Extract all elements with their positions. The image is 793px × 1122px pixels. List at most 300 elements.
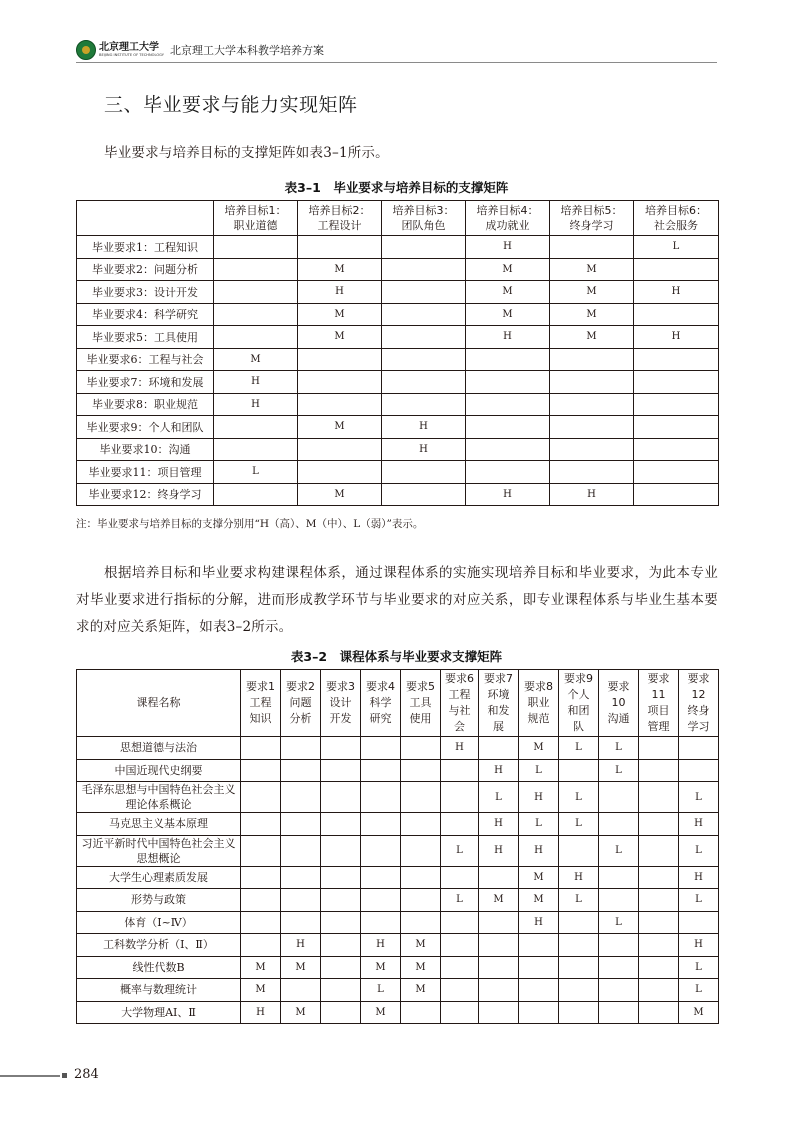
support-level-cell: M bbox=[361, 956, 401, 979]
support-level-cell bbox=[361, 813, 401, 836]
logo-english-name: BEIJING INSTITUTE OF TECHNOLOGY bbox=[99, 52, 164, 57]
page-header bbox=[76, 39, 324, 61]
support-level-cell bbox=[214, 258, 298, 281]
support-level-cell bbox=[321, 835, 361, 866]
requirement-label: 毕业要求10：沟通 bbox=[77, 438, 214, 461]
objective-number: 培养目标3： bbox=[392, 204, 455, 217]
requirement-label: 毕业要求11：项目管理 bbox=[77, 461, 214, 484]
support-level-cell bbox=[550, 371, 634, 394]
support-level-cell: H bbox=[479, 813, 519, 836]
support-level-cell bbox=[550, 348, 634, 371]
objective-number: 培养目标5： bbox=[560, 204, 623, 217]
support-level-cell bbox=[361, 782, 401, 813]
table1-objective-header bbox=[550, 201, 634, 236]
requirement-header-line: 12 bbox=[691, 688, 706, 701]
table-row bbox=[77, 258, 719, 281]
support-level-cell bbox=[241, 737, 281, 760]
support-level-cell bbox=[382, 326, 466, 349]
support-level-cell bbox=[241, 889, 281, 912]
table1-objective-header bbox=[382, 201, 466, 236]
table-row bbox=[77, 835, 719, 866]
support-level-cell bbox=[479, 956, 519, 979]
support-level-cell bbox=[321, 759, 361, 782]
support-level-cell bbox=[679, 759, 719, 782]
footer-marker-icon bbox=[62, 1073, 67, 1078]
support-level-cell bbox=[214, 438, 298, 461]
table-row bbox=[77, 759, 719, 782]
support-level-cell bbox=[466, 416, 550, 439]
requirement-header-line: 研究 bbox=[369, 712, 392, 725]
support-level-cell: M bbox=[214, 348, 298, 371]
intro-paragraph: 毕业要求与培养目标的支撑矩阵如表3–1所示。 bbox=[104, 145, 389, 161]
support-level-cell bbox=[382, 281, 466, 304]
requirement-header-line: 知识 bbox=[249, 712, 272, 725]
requirement-label: 毕业要求1：工程知识 bbox=[77, 236, 214, 259]
requirement-label: 毕业要求12：终身学习 bbox=[77, 483, 214, 506]
requirement-header bbox=[679, 670, 719, 737]
table-row bbox=[77, 934, 719, 957]
requirement-header bbox=[639, 670, 679, 737]
requirement-header-line: 要求9 bbox=[564, 672, 593, 685]
requirement-label: 毕业要求4：科学研究 bbox=[77, 303, 214, 326]
requirement-header-line: 规范 bbox=[527, 712, 550, 725]
support-level-cell bbox=[321, 889, 361, 912]
support-level-cell bbox=[639, 759, 679, 782]
support-level-cell bbox=[241, 759, 281, 782]
support-level-cell: M bbox=[519, 889, 559, 912]
requirement-header-line: 要求2 bbox=[286, 680, 315, 693]
support-level-cell bbox=[599, 782, 639, 813]
support-level-cell: H bbox=[241, 1001, 281, 1024]
support-level-cell bbox=[634, 438, 719, 461]
table2-caption: 表3–2 课程体系与毕业要求支撑矩阵 bbox=[290, 649, 503, 664]
requirement-header-line: 设计 bbox=[329, 696, 352, 709]
support-level-cell bbox=[401, 889, 441, 912]
support-level-cell bbox=[401, 759, 441, 782]
support-level-cell bbox=[550, 438, 634, 461]
support-level-cell bbox=[466, 393, 550, 416]
requirement-header-line: 和发 bbox=[487, 704, 510, 717]
support-level-cell bbox=[599, 889, 639, 912]
support-level-cell: H bbox=[466, 236, 550, 259]
course-name: 毛泽东思想与中国特色社会主义理论体系概论 bbox=[77, 782, 241, 813]
support-level-cell bbox=[634, 416, 719, 439]
support-level-cell: L bbox=[559, 737, 599, 760]
requirement-header-line: 管理 bbox=[647, 720, 670, 733]
table1-objective-header bbox=[214, 201, 298, 236]
requirement-header-line: 沟通 bbox=[607, 712, 630, 725]
support-level-cell bbox=[241, 813, 281, 836]
requirement-header bbox=[479, 670, 519, 737]
course-name: 形势与政策 bbox=[77, 889, 241, 912]
support-level-cell bbox=[382, 348, 466, 371]
course-name-header: 课程名称 bbox=[77, 670, 241, 737]
requirement-header-line: 终身 bbox=[687, 704, 710, 717]
support-level-cell bbox=[559, 1001, 599, 1024]
support-level-cell bbox=[550, 393, 634, 416]
support-level-cell bbox=[298, 461, 382, 484]
support-level-cell bbox=[281, 737, 321, 760]
requirement-header-line: 要求 bbox=[647, 672, 670, 685]
support-level-cell bbox=[214, 326, 298, 349]
support-level-cell bbox=[321, 813, 361, 836]
support-level-cell bbox=[214, 236, 298, 259]
support-level-cell: H bbox=[634, 326, 719, 349]
requirement-header-line: 分析 bbox=[289, 712, 312, 725]
support-level-cell: L bbox=[599, 911, 639, 934]
table1-header-row bbox=[77, 201, 719, 236]
support-level-cell bbox=[382, 483, 466, 506]
requirement-header-line: 项目 bbox=[647, 704, 670, 717]
course-name: 大学生心理素质发展 bbox=[77, 866, 241, 889]
course-name: 马克思主义基本原理 bbox=[77, 813, 241, 836]
support-level-cell: M bbox=[241, 979, 281, 1002]
support-level-cell bbox=[441, 1001, 479, 1024]
support-level-cell bbox=[321, 934, 361, 957]
requirement-header bbox=[401, 670, 441, 737]
support-level-cell: H bbox=[519, 911, 559, 934]
course-requirements-matrix bbox=[76, 669, 719, 1024]
support-level-cell bbox=[599, 934, 639, 957]
support-level-cell bbox=[559, 956, 599, 979]
support-level-cell bbox=[441, 934, 479, 957]
support-level-cell bbox=[321, 866, 361, 889]
support-level-cell bbox=[401, 782, 441, 813]
support-level-cell: M bbox=[466, 281, 550, 304]
support-level-cell bbox=[361, 911, 401, 934]
support-level-cell: M bbox=[679, 1001, 719, 1024]
support-level-cell bbox=[634, 258, 719, 281]
support-level-cell bbox=[466, 438, 550, 461]
requirement-header-line: 和团 bbox=[567, 704, 590, 717]
support-level-cell bbox=[382, 371, 466, 394]
support-level-cell bbox=[679, 911, 719, 934]
table-row bbox=[77, 483, 719, 506]
support-level-cell bbox=[639, 934, 679, 957]
course-name: 工科数学分析（Ⅰ、Ⅱ） bbox=[77, 934, 241, 957]
requirement-header-line: 要求1 bbox=[246, 680, 275, 693]
support-level-cell: H bbox=[679, 866, 719, 889]
support-level-cell bbox=[479, 934, 519, 957]
support-level-cell: H bbox=[441, 737, 479, 760]
support-level-cell: M bbox=[401, 934, 441, 957]
requirement-header bbox=[599, 670, 639, 737]
support-level-cell: L bbox=[679, 979, 719, 1002]
support-level-cell: M bbox=[298, 483, 382, 506]
support-level-cell bbox=[401, 1001, 441, 1024]
requirement-header-line: 职业 bbox=[527, 696, 550, 709]
course-name: 大学物理AⅠ、Ⅱ bbox=[77, 1001, 241, 1024]
table-row bbox=[77, 236, 719, 259]
requirement-header-line: 环境 bbox=[487, 688, 510, 701]
support-level-cell bbox=[559, 911, 599, 934]
support-level-cell: L bbox=[441, 889, 479, 912]
table-row bbox=[77, 303, 719, 326]
support-level-cell bbox=[401, 911, 441, 934]
table1-note: 注：毕业要求与培养目标的支撑分别用“H（高）、M（中）、L（弱）”表示。 bbox=[76, 518, 424, 530]
support-level-cell: L bbox=[634, 236, 719, 259]
support-level-cell bbox=[634, 371, 719, 394]
table-row bbox=[77, 1001, 719, 1024]
support-level-cell bbox=[361, 835, 401, 866]
objective-name: 成功就业 bbox=[485, 219, 530, 232]
support-level-cell bbox=[321, 1001, 361, 1024]
requirement-label: 毕业要求8：职业规范 bbox=[77, 393, 214, 416]
support-level-cell bbox=[479, 866, 519, 889]
course-name: 体育（Ⅰ~Ⅳ） bbox=[77, 911, 241, 934]
requirement-header bbox=[519, 670, 559, 737]
requirement-header-line: 要求 bbox=[607, 680, 630, 693]
support-level-cell bbox=[241, 866, 281, 889]
support-level-cell: M bbox=[479, 889, 519, 912]
support-level-cell: H bbox=[214, 371, 298, 394]
requirement-header-line: 开发 bbox=[329, 712, 352, 725]
support-level-cell bbox=[634, 461, 719, 484]
support-level-cell: L bbox=[559, 782, 599, 813]
support-level-cell: M bbox=[298, 258, 382, 281]
support-level-cell bbox=[281, 813, 321, 836]
support-level-cell: H bbox=[679, 934, 719, 957]
requirement-header-line: 学习 bbox=[687, 720, 710, 733]
support-level-cell: L bbox=[479, 782, 519, 813]
support-level-cell bbox=[639, 866, 679, 889]
requirement-header-line: 要求6 bbox=[445, 672, 474, 685]
support-level-cell bbox=[281, 911, 321, 934]
support-level-cell: L bbox=[559, 813, 599, 836]
support-level-cell bbox=[241, 911, 281, 934]
support-level-cell bbox=[559, 835, 599, 866]
support-level-cell bbox=[321, 782, 361, 813]
requirement-header-line: 与社 bbox=[448, 704, 471, 717]
support-level-cell bbox=[519, 1001, 559, 1024]
support-level-cell bbox=[281, 866, 321, 889]
support-level-cell: M bbox=[550, 281, 634, 304]
table-row bbox=[77, 461, 719, 484]
support-level-cell bbox=[634, 483, 719, 506]
support-level-cell: H bbox=[466, 326, 550, 349]
requirement-label: 毕业要求9：个人和团队 bbox=[77, 416, 214, 439]
support-level-cell: L bbox=[559, 889, 599, 912]
support-level-cell: L bbox=[679, 956, 719, 979]
support-level-cell: H bbox=[559, 866, 599, 889]
support-level-cell bbox=[382, 393, 466, 416]
course-name: 概率与数理统计 bbox=[77, 979, 241, 1002]
support-level-cell: H bbox=[382, 416, 466, 439]
support-level-cell: M bbox=[281, 956, 321, 979]
support-level-cell bbox=[599, 1001, 639, 1024]
requirement-header-line: 10 bbox=[611, 696, 626, 709]
support-level-cell bbox=[634, 393, 719, 416]
requirement-header bbox=[281, 670, 321, 737]
support-level-cell bbox=[559, 934, 599, 957]
support-level-cell bbox=[639, 956, 679, 979]
course-name: 思想道德与法治 bbox=[77, 737, 241, 760]
objective-name: 职业道德 bbox=[233, 219, 278, 232]
support-level-cell bbox=[298, 236, 382, 259]
support-level-cell bbox=[321, 956, 361, 979]
support-level-cell: L bbox=[599, 737, 639, 760]
support-level-cell: M bbox=[298, 303, 382, 326]
table-row bbox=[77, 956, 719, 979]
support-level-cell bbox=[281, 889, 321, 912]
support-level-cell: L bbox=[679, 889, 719, 912]
support-level-cell bbox=[639, 835, 679, 866]
requirement-header-line: 工程 bbox=[249, 696, 272, 709]
support-level-cell bbox=[441, 782, 479, 813]
support-level-cell bbox=[639, 782, 679, 813]
header-title: 北京理工大学本科教学培养方案 bbox=[170, 44, 324, 57]
support-level-cell bbox=[241, 835, 281, 866]
support-level-cell bbox=[214, 281, 298, 304]
support-level-cell: H bbox=[466, 483, 550, 506]
header-divider bbox=[76, 62, 717, 63]
table-row bbox=[77, 438, 719, 461]
table-row bbox=[77, 889, 719, 912]
support-level-cell bbox=[441, 866, 479, 889]
requirement-header bbox=[361, 670, 401, 737]
support-level-cell bbox=[550, 236, 634, 259]
support-level-cell bbox=[639, 1001, 679, 1024]
support-level-cell bbox=[550, 416, 634, 439]
support-level-cell bbox=[479, 737, 519, 760]
table-row bbox=[77, 911, 719, 934]
table2-header-row bbox=[77, 670, 719, 737]
support-level-cell bbox=[466, 371, 550, 394]
objective-number: 培养目标6： bbox=[645, 204, 707, 217]
requirement-label: 毕业要求5：工具使用 bbox=[77, 326, 214, 349]
support-level-cell bbox=[639, 813, 679, 836]
support-level-cell bbox=[679, 737, 719, 760]
requirement-header bbox=[559, 670, 599, 737]
table-row bbox=[77, 326, 719, 349]
table-row bbox=[77, 348, 719, 371]
table1-caption: 表3–1 毕业要求与培养目标的支撑矩阵 bbox=[284, 180, 509, 195]
support-level-cell bbox=[639, 911, 679, 934]
support-level-cell: M bbox=[466, 303, 550, 326]
support-level-cell bbox=[550, 461, 634, 484]
support-level-cell bbox=[479, 1001, 519, 1024]
requirement-header bbox=[321, 670, 361, 737]
support-level-cell: M bbox=[550, 326, 634, 349]
requirement-header-line: 会 bbox=[454, 720, 465, 733]
support-level-cell bbox=[361, 737, 401, 760]
table-row bbox=[77, 416, 719, 439]
table-row bbox=[77, 393, 719, 416]
requirement-header bbox=[441, 670, 479, 737]
support-level-cell bbox=[441, 759, 479, 782]
requirement-header-line: 工程 bbox=[448, 688, 471, 701]
support-level-cell bbox=[401, 835, 441, 866]
course-system-paragraph: 根据培养目标和毕业要求构建课程体系，通过课程体系的实施实现培养目标和毕业要求，为此本专业对毕业要求进行指标的分解，进而形成教学环节与毕业要求的对应关系，即专业课程体系与毕业生基本要求的对应关系矩阵，如表3–2所示。 bbox=[76, 565, 718, 635]
table1-objective-header bbox=[634, 201, 719, 236]
section-heading: 三、毕业要求与能力实现矩阵 bbox=[104, 94, 358, 116]
support-level-cell bbox=[599, 866, 639, 889]
support-level-cell bbox=[519, 956, 559, 979]
support-level-cell bbox=[639, 979, 679, 1002]
support-level-cell bbox=[639, 737, 679, 760]
support-level-cell: L bbox=[441, 835, 479, 866]
requirement-header-line: 要求4 bbox=[366, 680, 395, 693]
support-level-cell: M bbox=[550, 258, 634, 281]
support-level-cell bbox=[634, 348, 719, 371]
support-level-cell bbox=[519, 934, 559, 957]
objective-name: 工程设计 bbox=[317, 219, 362, 232]
support-level-cell bbox=[599, 956, 639, 979]
support-level-cell bbox=[599, 813, 639, 836]
table-row bbox=[77, 979, 719, 1002]
requirement-header-line: 个人 bbox=[567, 688, 590, 701]
support-level-cell: M bbox=[361, 1001, 401, 1024]
support-level-cell: H bbox=[479, 835, 519, 866]
support-level-cell bbox=[441, 979, 479, 1002]
support-level-cell: H bbox=[519, 782, 559, 813]
requirement-header-line: 问题 bbox=[289, 696, 312, 709]
requirement-header-line: 11 bbox=[651, 688, 666, 701]
support-level-cell bbox=[321, 911, 361, 934]
table-row bbox=[77, 281, 719, 304]
support-level-cell: M bbox=[281, 1001, 321, 1024]
support-level-cell: M bbox=[519, 737, 559, 760]
support-level-cell bbox=[281, 979, 321, 1002]
support-level-cell: M bbox=[298, 416, 382, 439]
table1-objective-header bbox=[298, 201, 382, 236]
table1-objective-header bbox=[466, 201, 550, 236]
course-name: 中国近现代史纲要 bbox=[77, 759, 241, 782]
table-row bbox=[77, 782, 719, 813]
objective-name: 终身学习 bbox=[569, 219, 614, 232]
requirement-header-line: 要求7 bbox=[484, 672, 513, 685]
support-level-cell bbox=[441, 813, 479, 836]
support-level-cell: H bbox=[298, 281, 382, 304]
support-level-cell bbox=[281, 835, 321, 866]
footer-rule bbox=[0, 1075, 60, 1077]
support-level-cell bbox=[599, 979, 639, 1002]
support-level-cell bbox=[382, 303, 466, 326]
support-level-cell: H bbox=[634, 281, 719, 304]
objective-name: 团队角色 bbox=[401, 219, 446, 232]
support-level-cell: M bbox=[466, 258, 550, 281]
requirement-header-line: 要求 bbox=[687, 672, 710, 685]
requirement-header-line: 要求3 bbox=[326, 680, 355, 693]
support-level-cell bbox=[361, 759, 401, 782]
support-level-cell bbox=[241, 934, 281, 957]
support-level-cell bbox=[441, 956, 479, 979]
support-level-cell bbox=[639, 889, 679, 912]
support-level-cell bbox=[441, 911, 479, 934]
requirement-header-line: 要求5 bbox=[406, 680, 435, 693]
support-level-cell bbox=[361, 889, 401, 912]
objective-name: 社会服务 bbox=[654, 219, 698, 232]
requirement-header-line: 使用 bbox=[409, 712, 432, 725]
requirements-objectives-matrix bbox=[76, 200, 719, 506]
support-level-cell bbox=[321, 737, 361, 760]
table-row bbox=[77, 371, 719, 394]
support-level-cell: H bbox=[361, 934, 401, 957]
support-level-cell: M bbox=[550, 303, 634, 326]
support-level-cell bbox=[298, 393, 382, 416]
support-level-cell: L bbox=[679, 835, 719, 866]
requirement-header-line: 科学 bbox=[369, 696, 392, 709]
university-logo bbox=[99, 43, 164, 58]
requirement-label: 毕业要求7：环境和发展 bbox=[77, 371, 214, 394]
support-level-cell bbox=[281, 759, 321, 782]
requirement-header-line: 工具 bbox=[409, 696, 432, 709]
requirement-label: 毕业要求3：设计开发 bbox=[77, 281, 214, 304]
support-level-cell: H bbox=[519, 835, 559, 866]
page-number: 284 bbox=[74, 1067, 99, 1082]
support-level-cell bbox=[298, 438, 382, 461]
support-level-cell: L bbox=[599, 759, 639, 782]
